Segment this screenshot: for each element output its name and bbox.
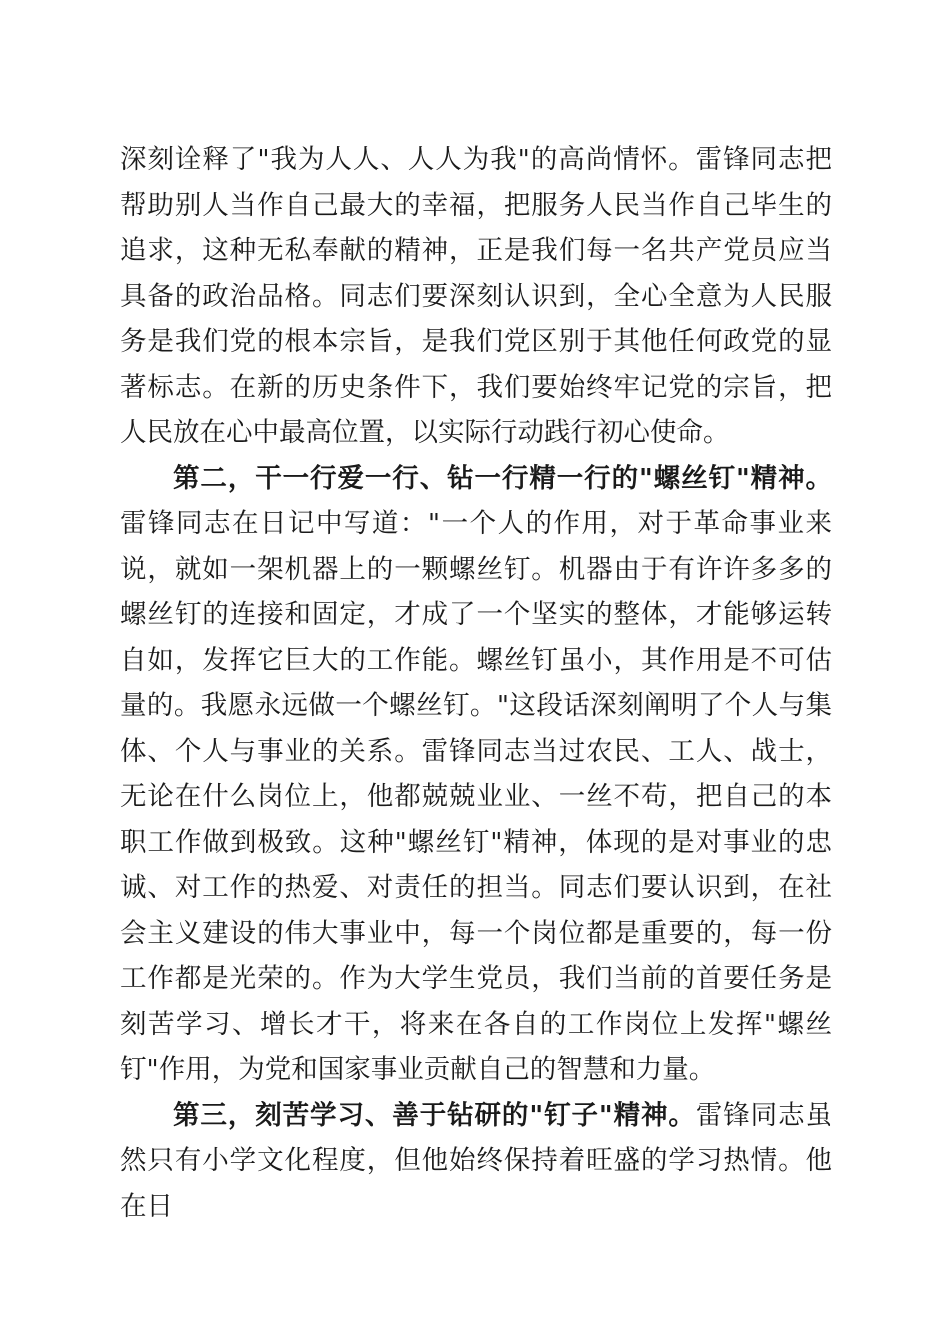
paragraph-lead: 第二，干一行爱一行、钻一行精一行的"螺丝钉"精神。 (173, 462, 832, 494)
paragraph-text: 雷锋同志在日记中写道："一个人的作用，对于革命事业来说，就如一架机器上的一颗螺丝钉。机器由于有许许多多的螺丝钉的连接和固定，才成了一个坚实的整体，才能够运转自如，发挥它巨大的工作能。螺丝钉虽小，其作用是不可估量的。我愿永远做一个螺丝钉。"这段话深刻阐明了个人与集体、个人与事业的关系。雷锋同志当过农民、工人、战士，无论在什么岗位上，他都兢兢业业、一丝不苟，把自己的本职工作做到极致。这种"螺丝钉"精神，体现的是对事业的忠诚、对工作的热爱、对责任的担当。同志们要认识到，在社会主义建设的伟大事业中，每一个岗位都是重要的，每一份工作都是光荣的。作为大学生党员，我们当前的首要任务是刻苦学习、增长才干，将来在各自的工作岗位上发挥"螺丝钉"作用，为党和国家事业贡献自己的智慧和力量。 (120, 508, 832, 1085)
paragraph-third-point (120, 1093, 832, 1230)
document-body (120, 137, 832, 1229)
paragraph-second-point (120, 456, 832, 1093)
paragraph-text: 雷锋同志虽然只有小学文化程度，但他始终保持着旺盛的学习热情。他在日 (120, 1099, 832, 1222)
paragraph-continuation (120, 137, 832, 456)
paragraph-text: 深刻诠释了"我为人人、人人为我"的高尚情怀。雷锋同志把帮助别人当作自己最大的幸福，把服务人民当作自己毕生的追求，这种无私奉献的精神，正是我们每一名共产党员应当具备的政治品格。同志们要深刻认识到，全心全意为人民服务是我们党的根本宗旨，是我们党区别于其他任何政党的显著标志。在新的历史条件下，我们要始终牢记党的宗旨，把人民放在心中最高位置，以实际行动践行初心使命。 (120, 144, 832, 448)
paragraph-lead: 第三，刻苦学习、善于钻研的"钉子"精神。 (173, 1099, 696, 1131)
